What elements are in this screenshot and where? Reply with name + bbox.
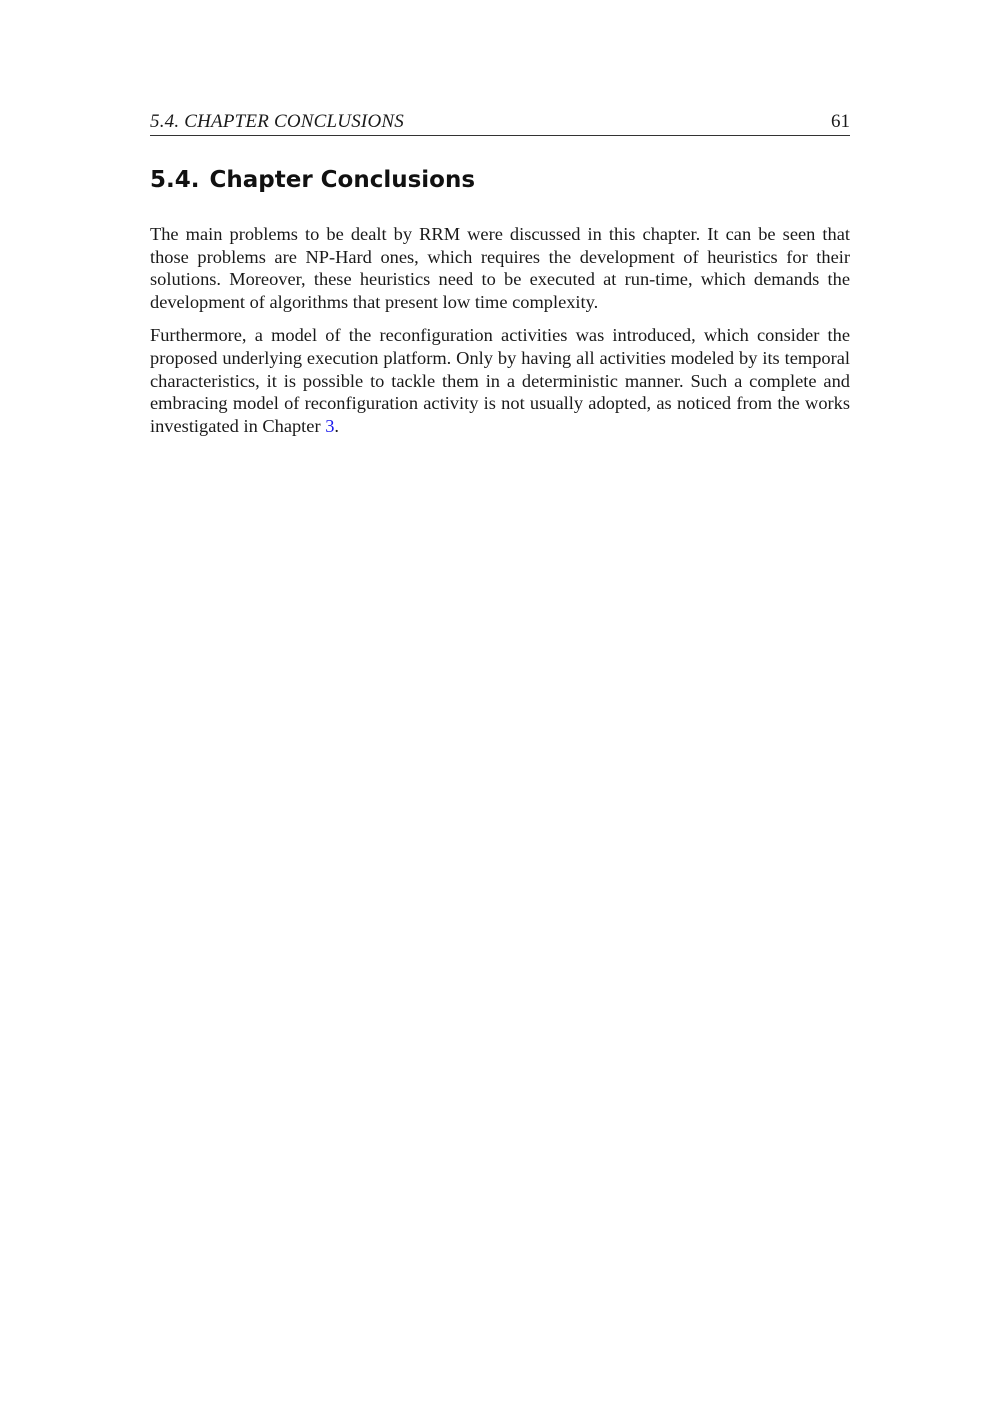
running-header — [150, 111, 850, 136]
page-number: 61 — [831, 111, 850, 132]
paragraph-1: The main problems to be dealt by RRM were discussed in this chapter. It can be seen that those problems are NP-Hard ones, which requires the development of heuristics for their solutions. Moreover, these heuristics need to be executed at run-time, which demands the development of algorithms that present low time complexity. — [150, 224, 850, 312]
paragraph-2 — [150, 324, 850, 437]
paragraph-2-end: . — [334, 415, 339, 436]
section-number: 5.4. — [150, 167, 200, 193]
section-heading — [150, 164, 475, 196]
paragraph-2-text: Furthermore, a model of the reconfiguration activities was introduced, which consider the proposed underlying execution platform. Only by having all activities modeled by its temporal characteristics, it is possible to tackle them in a deterministic manner. Such a complete and embracing model of reconfiguration activity is not usually adopted, as noticed from the works investigated in Chapter — [150, 325, 850, 436]
section-title: Chapter Conclusions — [209, 167, 476, 193]
running-header-title: 5.4. CHAPTER CONCLUSIONS — [150, 111, 404, 132]
body-text — [150, 223, 850, 448]
chapter-reference-link[interactable]: 3 — [325, 415, 335, 436]
